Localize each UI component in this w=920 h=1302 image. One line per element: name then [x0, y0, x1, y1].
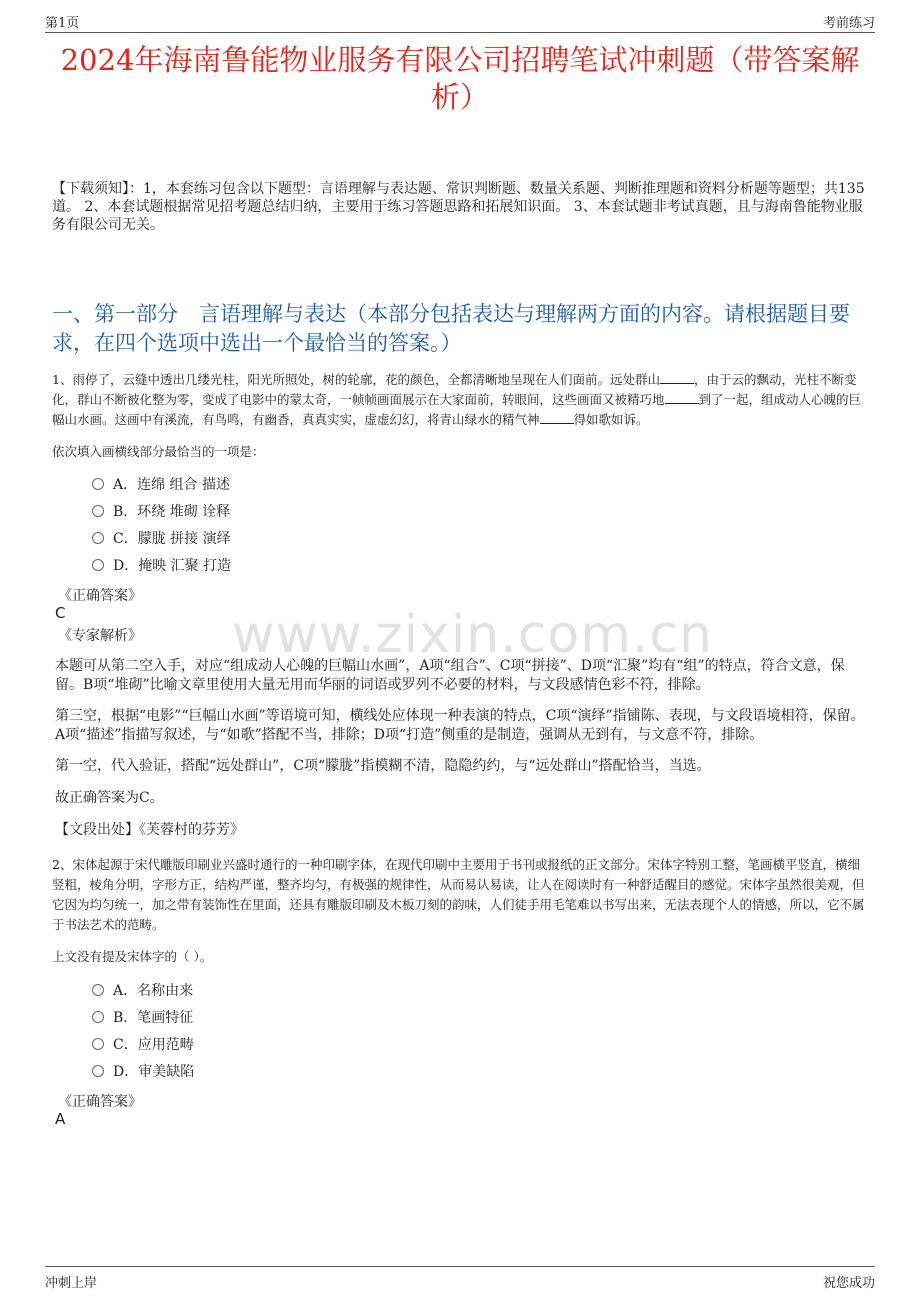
radio-icon[interactable] [92, 984, 104, 996]
answer-label: 《正确答案》 [58, 1094, 142, 1110]
q2-option-c[interactable]: C．应用范畴 [92, 1034, 194, 1056]
analysis-paragraph: 第一空，代入验证，搭配“远处群山”，C项“朦胧”指模糊不清，隐隐约约，与“远处群山”搭配恰当，当选。 [55, 758, 711, 774]
section-title: 一、第一部分 言语理解与表达（本部分包括表达与理解两方面的内容。请根据题目要求，在四个选项中选出一个最恰当的答案。） [52, 302, 850, 355]
q1-option-b[interactable]: B．环绕 堆砌 诠释 [92, 501, 230, 523]
question-1-text: 1、雨停了，云缝中透出几缕光柱，阳光所照处，树的轮廓，花的颜色，全都清晰地呈现在人们面前。远处群山 ，由于云的飘动，光柱不断变化，群山不断被化整为零，变成了电影中的蒙太奇，一帧帧画面展示在大家面前，转眼间，这些画面又被精巧地 到了一起，组成动人心魄的巨幅山水画。这画中有溪流，有鸟鸣，有幽香，真真实实，虚虚幻幻，将青山绿水的精气神 得如歌如诉。 [52, 372, 862, 427]
radio-icon[interactable] [92, 505, 104, 517]
q2-option-b[interactable]: B．笔画特征 [92, 1007, 193, 1029]
correct-answer: C [55, 604, 66, 622]
radio-icon[interactable] [92, 559, 104, 571]
download-notice: 【下载须知】：1，本套练习包含以下题型：言语理解与表达题、常识判断题、数量关系题、判断推理题和资料分析题等题型；共135道。 2、本套试题根据常见招考题总结归纳，主要用于练习答题思路和拓展知识面。 3、本套试题非考试真题，且与海南鲁能物业服务有限公司无关。 [52, 181, 865, 233]
radio-icon[interactable] [92, 1011, 104, 1023]
analysis-conclusion: 故正确答案为C。 [55, 790, 164, 806]
header-tag: 考前练习 [822, 16, 875, 31]
question-2-text: 2、宋体起源于宋代雕版印刷业兴盛时通行的一种印刷字体，在现代印刷中主要用于书刊或报纸的正文部分。宋体字特别工整，笔画横平竖直，横细竖粗，棱角分明，字形方正，结构严谨，整齐均匀，有极强的规律性，从而易认易读，让人在阅读时有一种舒适醒目的感觉。宋体字虽然很美观，但它因为均匀统一，加之带有装饰性在里面，还具有雕版印刷及木板刀刻的韵味，人们徒手用毛笔难以书写出来，无法表现个人的情感，所以，它不属于书法艺术的范畴。 [52, 857, 865, 932]
radio-icon[interactable] [92, 532, 104, 544]
analysis-label: 《专家解析》 [58, 628, 142, 644]
q1-option-d[interactable]: D．掩映 汇聚 打造 [92, 555, 231, 577]
footer-right: 祝您成功 [822, 1276, 875, 1291]
fill-blank [540, 411, 574, 424]
radio-icon[interactable] [92, 1038, 104, 1050]
document-title: 2024年海南鲁能物业服务有限公司招聘笔试冲刺题（带答案解析） [60, 43, 860, 114]
watermark: www.zixin.com.cn [232, 605, 713, 665]
question-2-stem: 上文没有提及宋体字的（ ）。 [52, 949, 213, 964]
fill-blank [660, 371, 694, 384]
fill-blank [665, 391, 699, 404]
answer-label: 《正确答案》 [58, 588, 142, 604]
radio-icon[interactable] [92, 478, 104, 490]
q1-option-a[interactable]: A．连绵 组合 描述 [92, 474, 230, 496]
footer-left: 冲刺上岸 [45, 1276, 98, 1291]
page-header [45, 8, 875, 33]
q2-option-d[interactable]: D．审美缺陷 [92, 1061, 194, 1083]
text-source: 【文段出处】《芙蓉村的芬芳》 [55, 822, 244, 838]
radio-icon[interactable] [92, 1065, 104, 1077]
question-1-stem: 依次填入画横线部分最恰当的一项是： [52, 444, 265, 459]
page-number: 第1页 [45, 16, 80, 31]
correct-answer: A [55, 1110, 66, 1128]
analysis-paragraph: 第三空，根据“电影”“巨幅山水画”等语境可知，横线处应体现一种表演的特点，C项“演绎”指铺陈、表现，与文段语境相符，保留。A项“描述”指描写叙述，与“如歌”搭配不当，排除；D项“打造”侧重的是制造，强调从无到有，与文意不符，排除。 [55, 708, 865, 743]
q2-option-a[interactable]: A．名称由来 [92, 980, 193, 1002]
analysis-paragraph: 本题可从第二空入手，对应“组成动人心魄的巨幅山水画”，A项“组合”、C项“拼接”、D项“汇聚”均有“组”的特点，符合文意，保留。B项“堆砌”比喻文章里使用大量无用而华丽的词语或罗列不必要的材料，与文段感情色彩不符，排除。 [55, 658, 845, 693]
page-footer [45, 1266, 875, 1293]
q1-option-c[interactable]: C．朦胧 拼接 演绎 [92, 528, 231, 550]
